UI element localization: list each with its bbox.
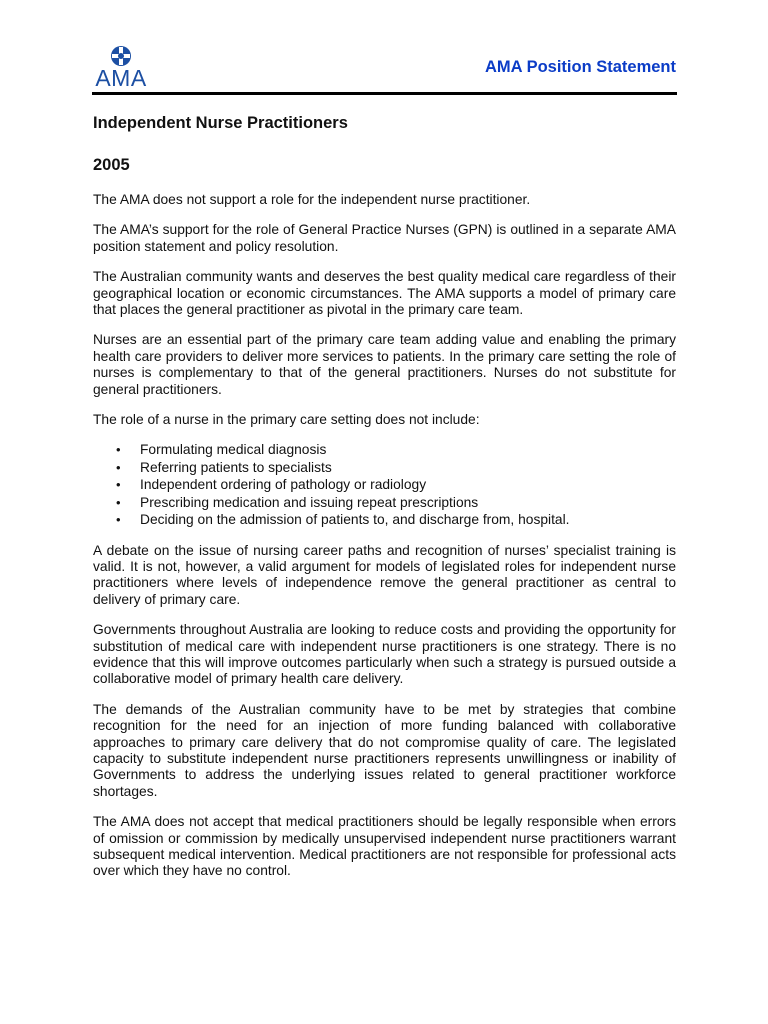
- bullet-icon: •: [116, 459, 121, 475]
- document-body: [93, 112, 676, 880]
- paragraph: Nurses are an essential part of the primary care team adding value and enabling the primary health care providers to deliver more services to patients. In the primary care setting the role of nurses is complementary to that of the general practitioners. Nurses do not substitute for general practitioners.: [93, 332, 676, 397]
- list-item-text: Deciding on the admission of patients to, and discharge from, hospital.: [140, 512, 570, 528]
- logo-text: AMA: [95, 65, 147, 91]
- paragraph: The AMA does not support a role for the independent nurse practitioner.: [93, 192, 531, 207]
- ama-logo: [90, 44, 152, 94]
- list-item: [93, 476, 676, 493]
- list-item-text: Prescribing medication and issuing repeat prescriptions: [140, 494, 479, 510]
- list-item: [93, 494, 676, 511]
- list-item-text: Formulating medical diagnosis: [140, 442, 327, 458]
- list-item-text: Referring patients to specialists: [140, 459, 332, 475]
- paragraph: The Australian community wants and deserves the best quality medical care regardless of their geographical location or economic circumstances. The AMA supports a model of primary care that places the general practitioner as pivotal in the primary care team.: [93, 269, 676, 318]
- paragraph: The AMA does not accept that medical practitioners should be legally responsible when errors of omission or commission by medically unsupervised independent nurse practitioners warrant subsequent medical intervention. Medical practitioners are not responsible for professional acts over which they have no control.: [93, 814, 676, 879]
- document-title: Independent Nurse Practitioners: [93, 114, 348, 132]
- bullet-icon: •: [116, 442, 121, 458]
- list-item: [93, 511, 676, 528]
- bullet-icon: •: [116, 477, 121, 493]
- exclusions-list: [93, 441, 676, 528]
- list-item-text: Independent ordering of pathology or radiology: [140, 477, 427, 493]
- header-divider: [92, 92, 677, 95]
- document-year: 2005: [93, 156, 130, 174]
- list-item: [93, 441, 676, 458]
- paragraph: The demands of the Australian community have to be met by strategies that combine recognition for the need for an injection of more funding balanced with collaborative approaches to primary care delivery that do not compromise quality of care. The legislated capacity to substitute independent nurse practitioners represents unwillingness or inability of Governments to address the underlying issues related to general practitioner workforce shortages.: [93, 701, 676, 799]
- list-item: [93, 459, 676, 476]
- bullet-icon: •: [116, 494, 121, 510]
- paragraph: A debate on the issue of nursing career paths and recognition of nurses’ specialist training is valid. It is not, however, a valid argument for models of legislated roles for independent nurse practitioners where levels of independence remove the general practitioner as central to delivery of primary care.: [93, 542, 676, 607]
- paragraph: Governments throughout Australia are looking to reduce costs and providing the opportunity for substitution of medical care with independent nurse practitioners is one strategy. There is no evidence that this will improve outcomes particularly when such a strategy is pursued outside a collaborative model of primary health care delivery.: [93, 622, 676, 687]
- paragraph: The role of a nurse in the primary care setting does not include:: [93, 412, 480, 428]
- paragraph: The AMA’s support for the role of General Practice Nurses (GPN) is outlined in a separate AMA position statement and policy resolution.: [93, 222, 676, 254]
- bullet-icon: •: [116, 512, 121, 528]
- header-title: AMA Position Statement: [485, 58, 676, 76]
